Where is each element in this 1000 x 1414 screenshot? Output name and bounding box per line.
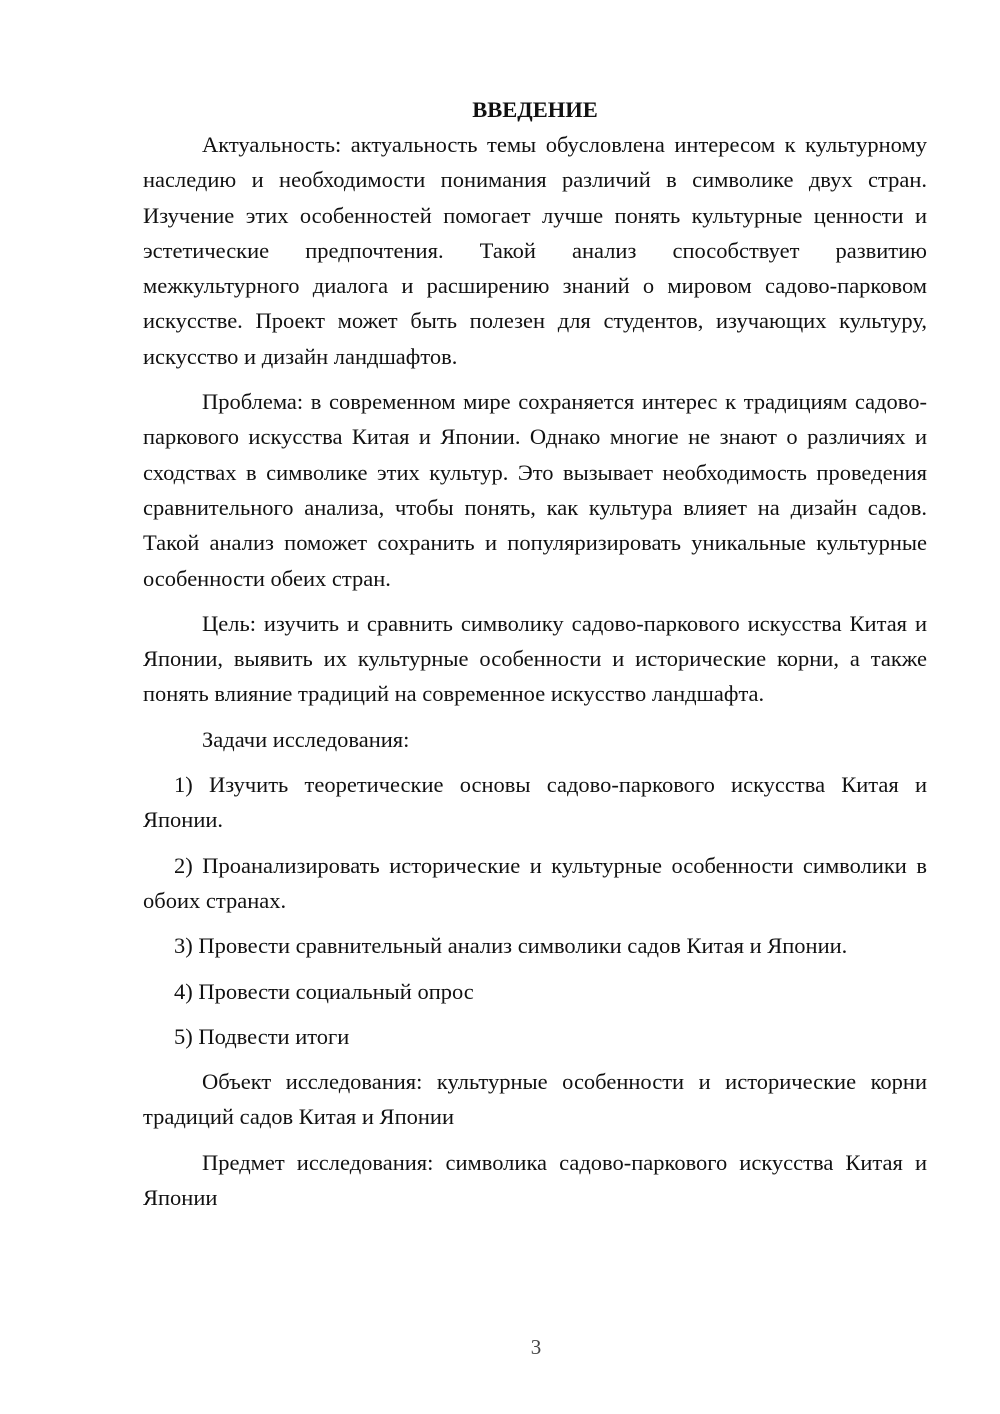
- task-item-1: 1) Изучить теоретические основы садово-паркового искусства Китая и Японии.: [143, 772, 927, 833]
- research-object-paragraph: Объект исследования: культурные особенности и исторические корни традиций садов Китая и Японии: [143, 1069, 927, 1130]
- problem-paragraph: Проблема: в современном мире сохраняется интерес к традициям садово-паркового искусства Китая и Японии. Однако многие не знают о различиях и сходствах в символике этих культур. Это вызывает необходимость проведения сравнительного анализа, чтобы понять, как культура влияет на дизайн садов. Такой анализ поможет сохранить и популяризировать уникальные культурные особенности обеих стран.: [143, 389, 927, 591]
- task-item-2: 2) Проанализировать исторические и культурные особенности символики в обоих странах.: [143, 852, 927, 913]
- goal-paragraph: Цель: изучить и сравнить символику садово-паркового искусства Китая и Японии, выявить их культурные особенности и исторические корни, а также понять влияние традиций на современное искусство ландшафта.: [143, 610, 927, 707]
- tasks-heading: Задачи исследования:: [202, 726, 410, 752]
- task-item-4: 4) Провести социальный опрос: [174, 978, 474, 1004]
- section-title: ВВЕДЕНИЕ: [472, 97, 598, 122]
- task-item-3: 3) Провести сравнительный анализ символики садов Китая и Японии.: [174, 933, 848, 959]
- page-number: 3: [530, 1335, 542, 1359]
- relevance-paragraph: Актуальность: актуальность темы обусловлена интересом к культурному наследию и необходимости понимания различий в символике двух стран. Изучение этих особенностей помогает лучше понять культурные ценности и эстетические предпочтения. Такой анализ способствует развитию межкультурного диалога и расширению знаний о мировом садово-парковом искусстве. Проект может быть полезен для студентов, изучающих культуру, искусство и дизайн ландшафтов.: [143, 132, 927, 369]
- research-subject-paragraph: Предмет исследования: символика садово-паркового искусства Китая и Японии: [143, 1149, 927, 1211]
- document-body: [143, 92, 927, 1215]
- task-item-5: 5) Подвести итоги: [174, 1023, 350, 1049]
